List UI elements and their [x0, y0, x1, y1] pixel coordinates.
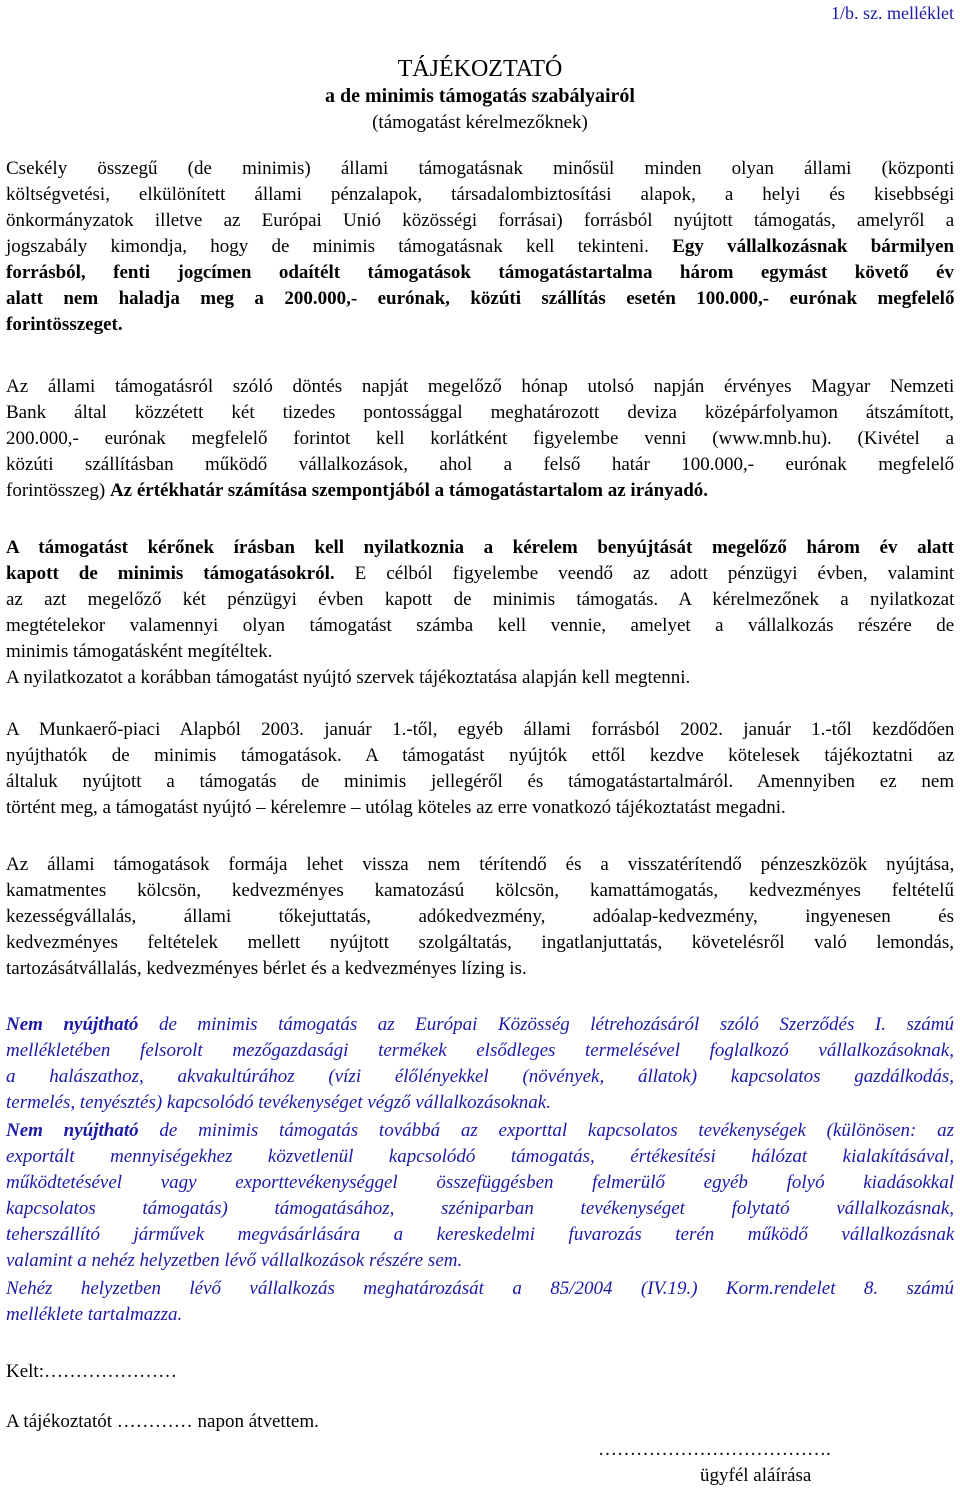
text-line: közúti szállításban működő vállalkozások, ahol a felső határ 100.000,- eurónak megfelelő [6, 454, 955, 475]
bold-line: A támogatást kérőnek írásban kell nyilatkoznia a kérelem benyújtását megelőző három év alatt [6, 537, 954, 558]
annex-label: 1/b. sz. melléklet [831, 3, 954, 23]
text-line: 200.000,- eurónak megfelelő forintot kell korlátként figyelembe venni (www.mnb.hu). (Kivétel a [6, 428, 954, 449]
text-segment: jogszabály kimondja, hogy de minimis támogatásnak kell tekinteni. [6, 236, 649, 257]
document-subtitle: a de minimis támogatás szabályairól [325, 85, 635, 107]
text-line: kezességvállalás, állami tőkejuttatás, adókedvezmény, adóalap-kedvezmény, ingyenesen és [6, 906, 954, 927]
text-line-mixed [6, 478, 954, 504]
paragraph-difficulty-reference [6, 1276, 954, 1328]
text-line-mixed [6, 234, 954, 260]
paragraph-agriculture-exclusion [6, 1012, 954, 1116]
paragraph-export-exclusion [6, 1118, 954, 1274]
text-line: általuk nyújtott a támogatás de minimis jellegéről és támogatástartalmáról. Amennyiben ez nem [6, 771, 955, 792]
text-line: Az állami támogatásról szóló döntés napját megelőző hónap utolsó napján érvényes Magyar Nemzeti [6, 376, 955, 397]
text-line: történt meg, a támogatást nyújtó – kérelemre – utólag köteles az erre vonatkozó tájékoztatást megadni. [6, 797, 786, 818]
text-line-mixed [6, 1118, 954, 1144]
bold-segment: kapott de minimis támogatásokról. [6, 563, 335, 584]
text-line: a halászathoz, akvakultúrához (vízi élőlényekkel (növények, állatok) kapcsolatos gazdálkodás, [6, 1066, 955, 1087]
text-line: Bank által közzétett két tizedes pontossággal meghatározott deviza középárfolyamon átszámított, [6, 402, 954, 423]
paragraph-definition [6, 156, 954, 338]
signature-line: ………………………………. [598, 1439, 831, 1460]
text-line-mixed [6, 1012, 954, 1038]
bold-line: alatt nem haladja meg a 200.000,- eurónak, közúti szállítás esetén 100.000,- eurónak megfelelő [6, 288, 955, 309]
text-line: teherszállító járművek megvásárlására a kereskedelmi fuvarozás terén működő vállalkozásnak [6, 1224, 955, 1245]
text-line: önkormányzatok illetve az Európai Unió közösségi forrásai) forrásból nyújtott támogatás, amelyről a [6, 210, 955, 231]
text-line: nyújthatók de minimis támogatások. A támogatást nyújtók ettől kezdve kötelesek tájékoztatni az [6, 745, 955, 766]
document-title: TÁJÉKOZTATÓ [397, 56, 563, 82]
text-line: működtetésével vagy exporttevékenységgel összefüggésben felmerülő egyéb folyó kiadásokkal [6, 1172, 954, 1193]
text-line: Nehéz helyzetben lévő vállalkozás meghatározását a 85/2004 (IV.19.) Korm.rendelet 8. számú [6, 1278, 954, 1299]
text-line: kapcsolatos támogatás) támogatásához, széniparban tevékenységet folytató vállalkozásnak, [6, 1198, 954, 1219]
text-line: költségvetési, elkülönített állami pénzalapok, társadalombiztosítási alapok, a helyi és kisebbségi [6, 184, 955, 205]
text-line: A nyilatkozatot a korábban támogatást nyújtó szervek tájékoztatása alapján kell megtenni. [6, 667, 691, 688]
text-line: mellékletében felsorolt mezőgazdasági termékek elsődleges termelésével foglalkozó vállalkozásoknak, [6, 1040, 954, 1061]
text-segment: de minimis támogatás az Európai Közösség létrehozásáról szóló Szerződés I. számú [158, 1014, 954, 1035]
bold-segment: Egy vállalkozásnak bármilyen [672, 236, 955, 257]
paragraph-exchange-rate [6, 374, 954, 504]
signature-label: ügyfél aláírása [700, 1465, 812, 1486]
bold-line: forintösszeget. [6, 314, 123, 335]
text-line: kamatmentes kölcsön, kedvezményes kamatozású kölcsön, kamattámogatás, kedvezményes feltételű [6, 880, 955, 901]
place-date-field: Kelt:………………… [6, 1361, 177, 1382]
bold-segment: Nem nyújtható [6, 1120, 139, 1141]
text-line: az azt megelőző két pénzügyi évben kapott de minimis támogatás. A kérelmezőnek a nyilatkozat [6, 589, 955, 610]
paragraph-declaration [6, 535, 954, 691]
paragraph-forms [6, 852, 954, 982]
text-line: A Munkaerő-piaci Alapból 2003. január 1.-től, egyéb állami forrásból 2002. január 1.-től kezdődően [6, 719, 955, 740]
text-line: Az állami támogatások formája lehet vissza nem térítendő és a visszatérítendő pénzeszközök nyújtása, [6, 854, 955, 875]
text-line: minimis támogatásként megítéltek. [6, 641, 273, 662]
text-line: exportált mennyiségekhez közvetlenül kapcsolódó támogatás, értékesítési hálózat kialakításával, [6, 1146, 954, 1167]
bold-line: forrásból, fenti jogcímen odaítélt támogatások támogatástartalma három egymást követő év [6, 262, 954, 283]
text-line: megtételekor valamennyi olyan támogatást számba kell vennie, amelyet a vállalkozás részére de [6, 615, 955, 636]
text-line-mixed [6, 561, 954, 587]
text-segment: de minimis támogatás továbbá az exporttal kapcsolatos tevékenységek (különösen: az [159, 1120, 955, 1141]
paragraph-dates [6, 717, 954, 821]
bold-segment: Az értékhatár számítása szempontjából a támogatástartalom az irányadó. [109, 480, 709, 501]
text-line: valamint a nehéz helyzetben lévő vállalkozások részére sem. [6, 1250, 463, 1271]
text-line: melléklete tartalmazza. [6, 1304, 183, 1325]
text-line: kedvezményes feltételek mellett nyújtott szolgáltatás, ingatlanjuttatás, követelésről való lemondás, [6, 932, 954, 953]
text-line: tartozásátvállalás, kedvezményes bérlet és a kedvezményes lízing is. [6, 958, 527, 979]
text-line: Csekély összegű (de minimis) állami támogatásnak minősül minden olyan állami (központi [6, 158, 955, 179]
text-segment: E célból figyelembe veendő az adott pénzügyi évben, valamint [354, 563, 955, 584]
text-segment: forintösszeg) [6, 480, 106, 501]
bold-segment: Nem nyújtható [6, 1014, 139, 1035]
text-line: termelés, tenyésztés) kapcsolódó tevékenységet végző vállalkozásoknak. [6, 1092, 551, 1113]
document-audience: (támogatást kérelmezőknek) [372, 112, 588, 133]
received-statement: A tájékoztatót ………… napon átvettem. [6, 1411, 319, 1432]
